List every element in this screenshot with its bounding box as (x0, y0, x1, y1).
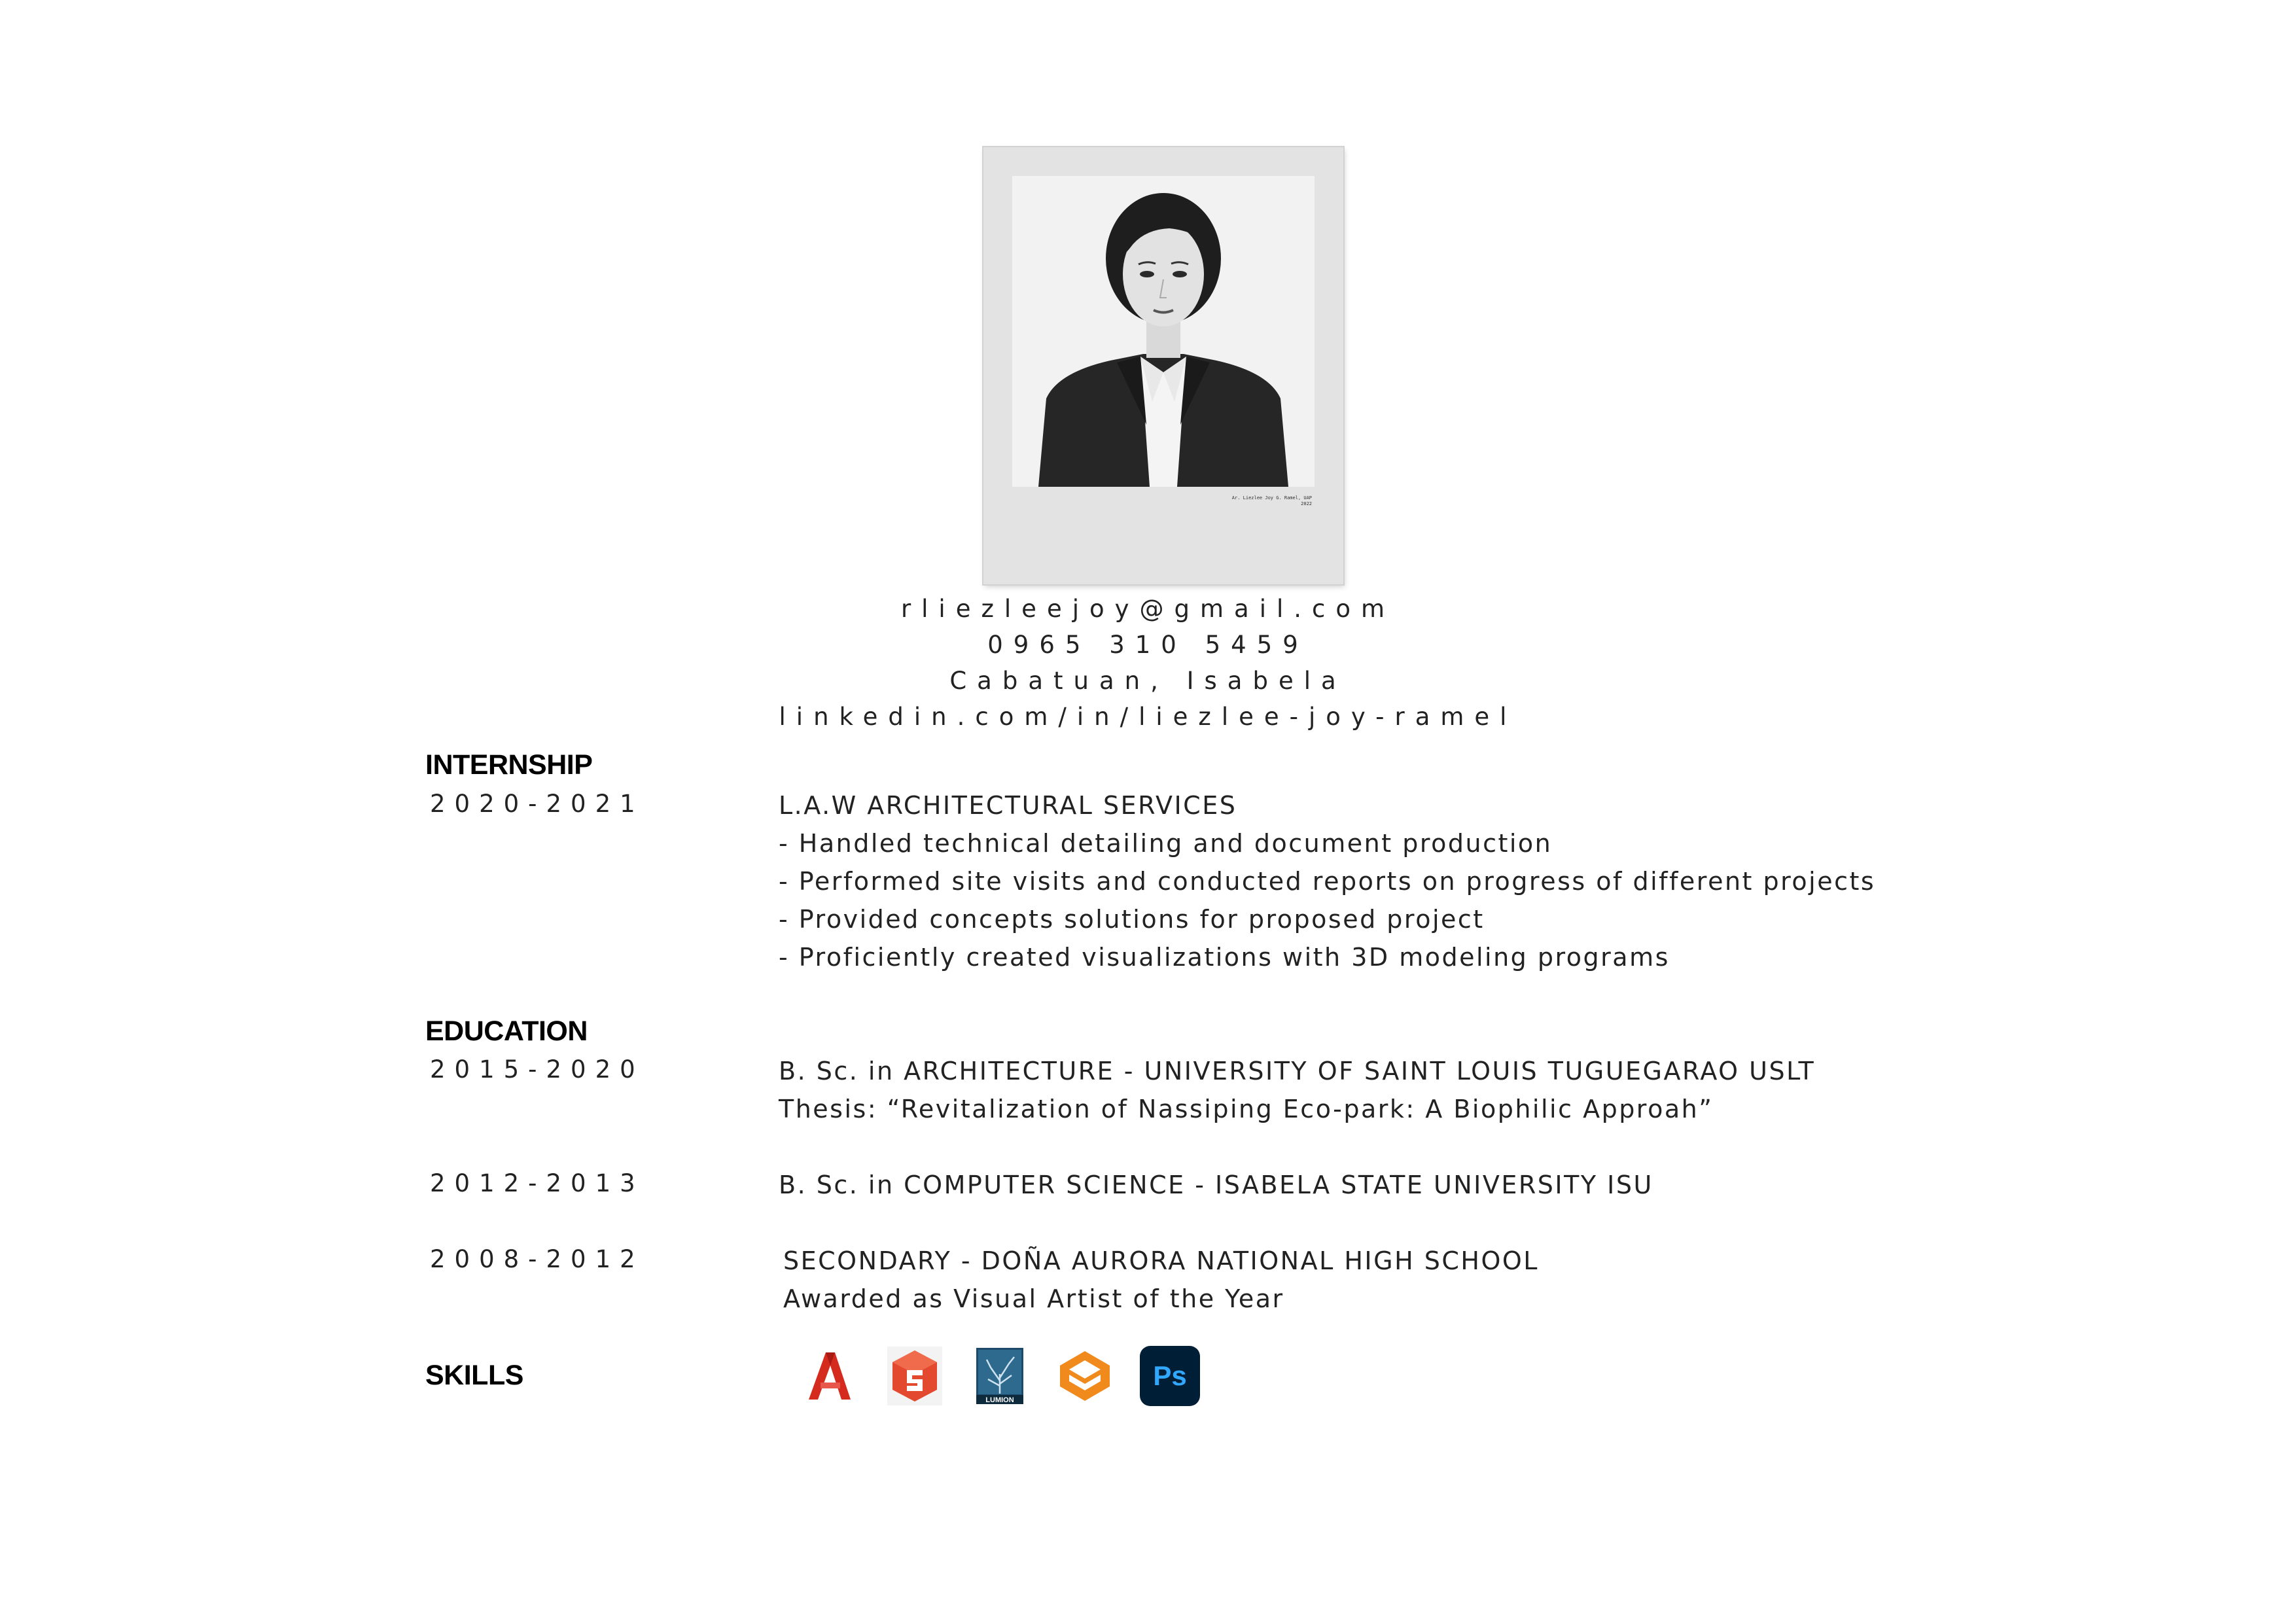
education-entry (779, 1052, 1815, 1128)
internship-company: L.A.W ARCHITECTURAL SERVICES (779, 791, 1237, 820)
photoshop-icon (1139, 1345, 1201, 1407)
contact-phone: 0965 310 5459 (987, 631, 1309, 659)
education-note: Thesis: “Revitalization of Nassiping Eco-park: A Biophilic Approah” (779, 1095, 1714, 1123)
photo-frame (983, 147, 1343, 584)
photo-caption (1232, 495, 1312, 507)
contact-location: Cabatuan, Isabela (949, 667, 1347, 695)
internship-duty: - Proficiently created visualizations with 3D modeling programs (779, 943, 1670, 972)
skills-icons (798, 1345, 1224, 1407)
education-entry (783, 1242, 1539, 1318)
contact-linkedin[interactable]: linkedin.com/in/liezlee-joy-ramel (779, 703, 1517, 731)
internship-duty: - Provided concepts solutions for proposed project (779, 905, 1485, 934)
svg-text:Ps: Ps (1153, 1360, 1187, 1391)
internship-details (779, 786, 1875, 976)
education-years: 2008-2012 (430, 1245, 645, 1273)
photo-caption-name: Ar. Liezlee Joy G. Ramel, UAP (1231, 495, 1312, 501)
internship-years: 2020-2021 (430, 790, 645, 818)
skills-heading: SKILLS (425, 1360, 523, 1391)
svg-text:LUMION: LUMION (985, 1396, 1014, 1404)
sketchup-icon (883, 1345, 946, 1407)
education-entry (779, 1166, 1653, 1204)
education-degree: B. Sc. in COMPUTER SCIENCE - ISABELA STATE UNIVERSITY ISU (779, 1171, 1653, 1199)
portrait-photo (1012, 176, 1315, 487)
education-years: 2012-2013 (430, 1169, 645, 1197)
internship-duty: - Handled technical detailing and document production (779, 829, 1553, 858)
lumion-icon (968, 1345, 1031, 1407)
photo-caption-year: 2022 (1301, 501, 1312, 506)
education-degree: B. Sc. in ARCHITECTURE - UNIVERSITY OF SAINT LOUIS TUGUEGARAO USLT (779, 1057, 1816, 1085)
education-heading: EDUCATION (425, 1015, 588, 1047)
internship-heading: INTERNSHIP (425, 749, 593, 781)
education-degree: SECONDARY - DOÑA AURORA NATIONAL HIGH SCHOOL (783, 1246, 1539, 1275)
autocad-icon (798, 1345, 861, 1407)
enscape-icon (1053, 1345, 1116, 1407)
education-note: Awarded as Visual Artist of the Year (783, 1284, 1284, 1313)
education-years: 2015-2020 (430, 1055, 645, 1084)
contact-info (0, 591, 2296, 735)
contact-email[interactable]: rliezleejoy@gmail.com (900, 595, 1396, 623)
internship-duty: - Performed site visits and conducted reports on progress of different projects (779, 867, 1876, 896)
